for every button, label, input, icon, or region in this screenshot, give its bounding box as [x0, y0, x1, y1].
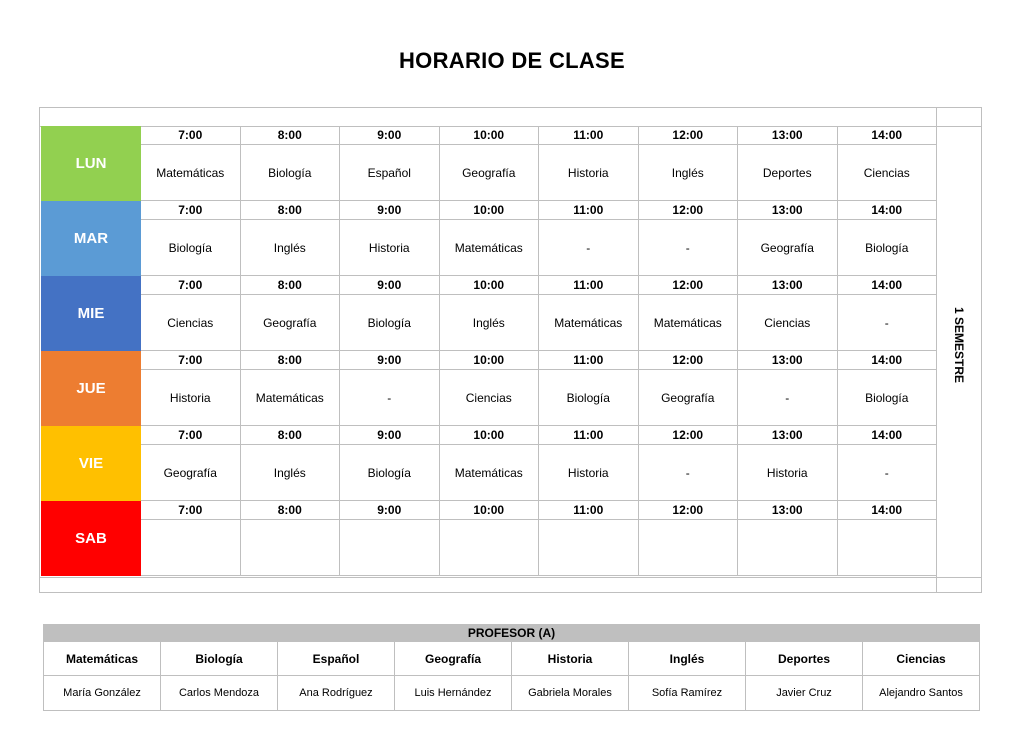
professor-subject-cell: Deportes — [746, 642, 863, 676]
professor-name-cell: Sofía Ramírez — [629, 676, 746, 710]
subject-row — [141, 370, 937, 426]
time-cell: 8:00 — [241, 126, 341, 144]
time-cell: 8:00 — [241, 351, 341, 369]
subject-cell: - — [539, 220, 639, 276]
time-cell: 12:00 — [639, 201, 739, 219]
subject-cell — [241, 520, 341, 576]
subject-cell — [440, 520, 540, 576]
time-cell: 11:00 — [539, 351, 639, 369]
page-title: HORARIO DE CLASE — [398, 48, 626, 73]
subject-cell: Ciencias — [838, 145, 938, 201]
time-cell: 14:00 — [838, 426, 938, 444]
time-cell: 7:00 — [141, 126, 241, 144]
subject-cell: Biología — [539, 370, 639, 426]
subject-cell: Biología — [141, 220, 241, 276]
subject-cell: Historia — [738, 445, 838, 501]
professor-table — [43, 624, 980, 711]
time-cell: 7:00 — [141, 426, 241, 444]
time-row — [141, 501, 937, 520]
subject-cell: Historia — [141, 370, 241, 426]
subject-cell: - — [639, 220, 739, 276]
subject-cell — [340, 520, 440, 576]
professor-subject-cell: Geografía — [395, 642, 512, 676]
time-cell: 11:00 — [539, 501, 639, 519]
time-cell: 13:00 — [738, 351, 838, 369]
time-cell: 11:00 — [539, 201, 639, 219]
time-cell: 7:00 — [141, 201, 241, 219]
time-cell: 7:00 — [141, 351, 241, 369]
time-cell: 14:00 — [838, 351, 938, 369]
professor-subject-cell: Biología — [161, 642, 278, 676]
professor-name-cell: Javier Cruz — [746, 676, 863, 710]
subject-cell: Matemáticas — [440, 220, 540, 276]
time-row — [141, 426, 937, 445]
subject-cell: Deportes — [738, 145, 838, 201]
time-cell: 9:00 — [340, 351, 440, 369]
professor-subject-row — [44, 642, 979, 676]
professor-subject-cell: Matemáticas — [44, 642, 161, 676]
subject-cell: Geografía — [241, 295, 341, 351]
time-cell: 8:00 — [241, 501, 341, 519]
subject-cell — [639, 520, 739, 576]
time-cell: 7:00 — [141, 276, 241, 294]
subject-cell: Ciencias — [440, 370, 540, 426]
professor-name-cell: Ana Rodríguez — [278, 676, 395, 710]
time-cell: 7:00 — [141, 501, 241, 519]
subject-cell: Geografía — [738, 220, 838, 276]
time-cell: 13:00 — [738, 201, 838, 219]
subject-cell: Biología — [340, 295, 440, 351]
day-row — [141, 501, 937, 576]
subject-cell: Historia — [340, 220, 440, 276]
subject-row — [141, 445, 937, 501]
time-cell: 9:00 — [340, 501, 440, 519]
time-row — [141, 126, 937, 145]
time-cell: 8:00 — [241, 426, 341, 444]
day-label-1: MAR — [41, 201, 141, 276]
day-label-5: SAB — [41, 501, 141, 576]
day-label-0: LUN — [41, 126, 141, 201]
time-cell: 12:00 — [639, 126, 739, 144]
time-cell: 12:00 — [639, 426, 739, 444]
subject-cell: - — [738, 370, 838, 426]
time-cell: 14:00 — [838, 276, 938, 294]
subject-cell — [539, 520, 639, 576]
time-cell: 11:00 — [539, 276, 639, 294]
professor-name-row — [44, 676, 979, 710]
subject-cell: Matemáticas — [241, 370, 341, 426]
subject-cell: Inglés — [241, 445, 341, 501]
professor-name-cell: Carlos Mendoza — [161, 676, 278, 710]
time-row — [141, 276, 937, 295]
day-label-4: VIE — [41, 426, 141, 501]
subject-cell: - — [340, 370, 440, 426]
subject-row — [141, 295, 937, 351]
professor-subject-cell: Historia — [512, 642, 629, 676]
time-cell: 14:00 — [838, 501, 938, 519]
time-cell: 13:00 — [738, 126, 838, 144]
time-cell: 10:00 — [440, 501, 540, 519]
day-label-3: JUE — [41, 351, 141, 426]
time-cell: 13:00 — [738, 426, 838, 444]
time-cell: 12:00 — [639, 351, 739, 369]
subject-cell: Geografía — [440, 145, 540, 201]
subject-cell: Biología — [838, 370, 938, 426]
time-cell: 10:00 — [440, 426, 540, 444]
subject-cell: Historia — [539, 445, 639, 501]
time-row — [141, 201, 937, 220]
subject-cell: Inglés — [241, 220, 341, 276]
time-cell: 9:00 — [340, 126, 440, 144]
subject-cell — [838, 520, 938, 576]
professor-name-cell: Gabriela Morales — [512, 676, 629, 710]
day-row — [141, 201, 937, 276]
time-cell: 9:00 — [340, 426, 440, 444]
subject-cell — [141, 520, 241, 576]
time-cell: 13:00 — [738, 501, 838, 519]
professor-subject-cell: Inglés — [629, 642, 746, 676]
subject-row — [141, 145, 937, 201]
time-cell: 9:00 — [340, 201, 440, 219]
subject-cell: Biología — [340, 445, 440, 501]
professor-table-header: PROFESOR (A) — [44, 625, 979, 642]
schedule-grid — [141, 126, 937, 576]
subject-cell: Biología — [241, 145, 341, 201]
day-row — [141, 426, 937, 501]
day-label-2: MIE — [41, 276, 141, 351]
time-cell: 14:00 — [838, 201, 938, 219]
time-cell: 13:00 — [738, 276, 838, 294]
subject-cell: Matemáticas — [639, 295, 739, 351]
professor-name-cell: María González — [44, 676, 161, 710]
subject-cell: Matemáticas — [539, 295, 639, 351]
professor-name-cell: Alejandro Santos — [879, 687, 963, 699]
subject-cell: Español — [340, 145, 440, 201]
subject-cell: Ciencias — [738, 295, 838, 351]
subject-cell: - — [639, 445, 739, 501]
time-cell: 10:00 — [440, 201, 540, 219]
time-cell: 12:00 — [639, 501, 739, 519]
day-row — [141, 126, 937, 201]
subject-cell: - — [838, 295, 938, 351]
time-cell: 11:00 — [539, 126, 639, 144]
frame-bottom-divider — [40, 577, 981, 578]
subject-row — [141, 520, 937, 576]
subject-cell — [738, 520, 838, 576]
subject-cell: - — [838, 445, 938, 501]
subject-cell: Biología — [838, 220, 938, 276]
semester-label-text: 1 SEMESTRE — [952, 306, 966, 384]
professor-name-cell: Luis Hernández — [395, 676, 512, 710]
time-cell: 10:00 — [440, 351, 540, 369]
subject-cell: Geografía — [639, 370, 739, 426]
time-row — [141, 351, 937, 370]
subject-cell: Historia — [539, 145, 639, 201]
time-cell: 8:00 — [241, 276, 341, 294]
time-cell: 14:00 — [838, 126, 938, 144]
time-cell: 12:00 — [639, 276, 739, 294]
day-row — [141, 276, 937, 351]
subject-cell: Matemáticas — [440, 445, 540, 501]
subject-cell: Matemáticas — [141, 145, 241, 201]
time-cell: 10:00 — [440, 276, 540, 294]
time-cell: 11:00 — [539, 426, 639, 444]
semester-label — [944, 305, 974, 385]
time-cell: 8:00 — [241, 201, 341, 219]
subject-cell: Inglés — [440, 295, 540, 351]
time-cell: 10:00 — [440, 126, 540, 144]
subject-row — [141, 220, 937, 276]
subject-cell: Inglés — [639, 145, 739, 201]
time-cell: 9:00 — [340, 276, 440, 294]
subject-cell: Geografía — [141, 445, 241, 501]
subject-cell: Ciencias — [141, 295, 241, 351]
professor-subject-cell: Español — [278, 642, 395, 676]
professor-subject-cell: Ciencias — [863, 642, 979, 676]
day-row — [141, 351, 937, 426]
